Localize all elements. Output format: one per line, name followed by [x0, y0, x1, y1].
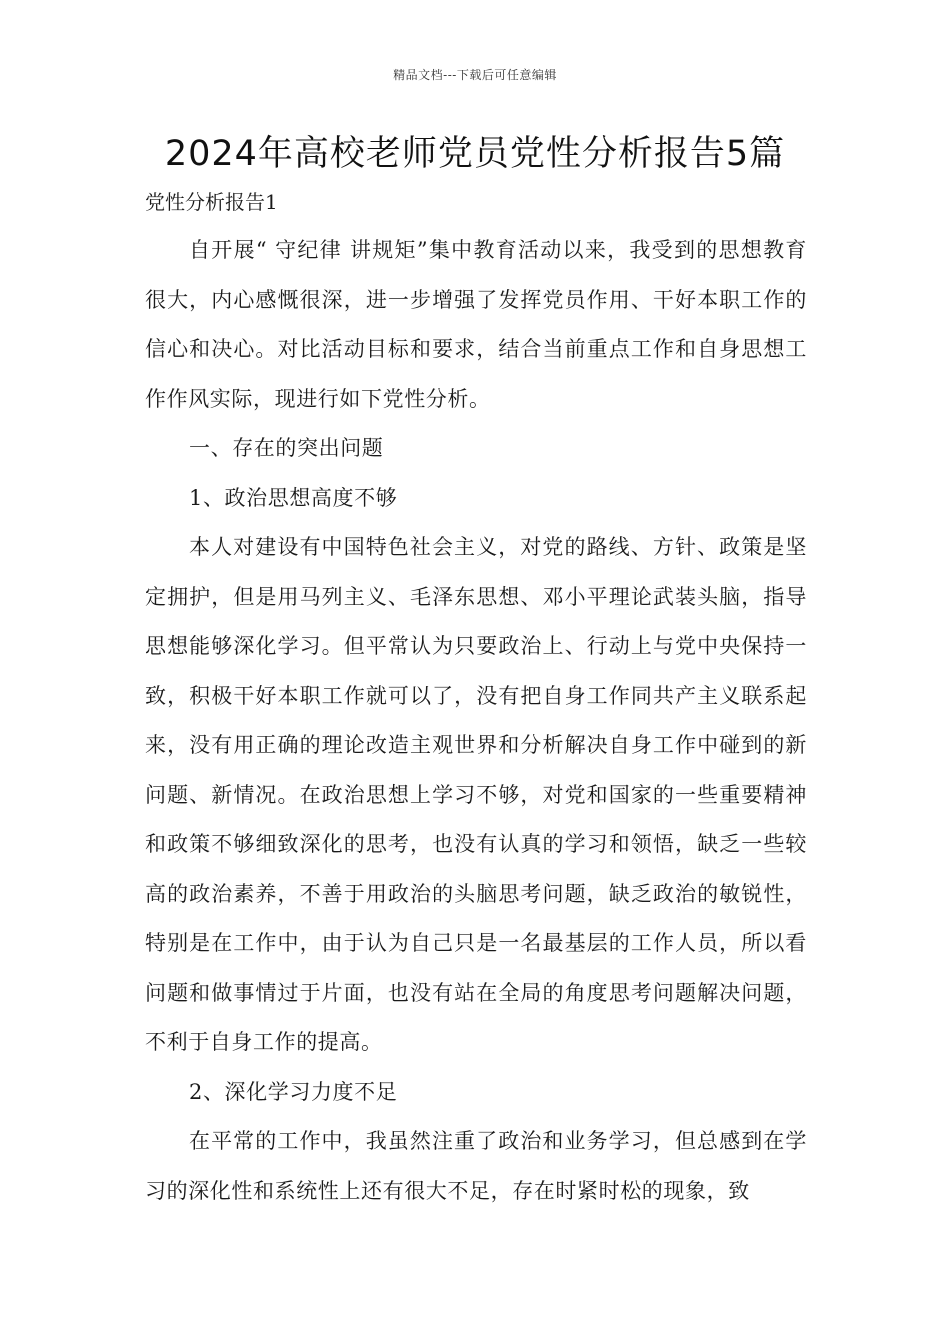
heading-problems: 一、存在的突出问题: [189, 436, 384, 460]
document-body: [145, 226, 807, 1216]
paragraph-political: 本人对建设有中国特色社会主义，对党的路线、方针、政策是坚定拥护，但是用马列主义、毛泽东思想、邓小平理论武装头脑，指导思想能够深化学习。但平常认为只要政治上、行动上与党中央保持一致，积极干好本职工作就可以了，没有把自身工作同共产主义联系起来，没有用正确的理论改造主观世界和分析解决自身工作中碰到的新问题、新情况。在政治思想上学习不够，对党和国家的一些重要精神和政策不够细致深化的思考，也没有认真的学习和领悟，缺乏一些较高的政治素养，不善于用政治的头脑思考问题，缺乏政治的敏锐性，特别是在工作中，由于认为自己只是一名最基层的工作人员，所以看问题和做事情过于片面，也没有站在全局的角度思考问题解决问题，不利于自身工作的提高。: [145, 535, 807, 1054]
subheading-study: 2、深化学习力度不足: [189, 1079, 398, 1104]
subheading-political: 1、政治思想高度不够: [189, 485, 398, 510]
paragraph-intro: 自开展“ 守纪律 讲规矩”集中教育活动以来，我受到的思想教育很大，内心感慨很深，进一步增强了发挥党员作用、干好本职工作的信心和决心。对比活动目标和要求，结合当前重点工作和自身思想工作作风实际，现进行如下党性分析。: [145, 238, 807, 411]
document-title: 2024年高校老师党员党性分析报告5篇: [164, 134, 786, 174]
paragraph-study: 在平常的工作中，我虽然注重了政治和业务学习，但总感到在学习的深化性和系统性上还有很大不足，存在时紧时松的现象，致: [145, 1129, 807, 1203]
section-label: 党性分析报告1: [145, 190, 278, 214]
header-note: 精品文档---下载后可任意编辑: [393, 68, 557, 82]
